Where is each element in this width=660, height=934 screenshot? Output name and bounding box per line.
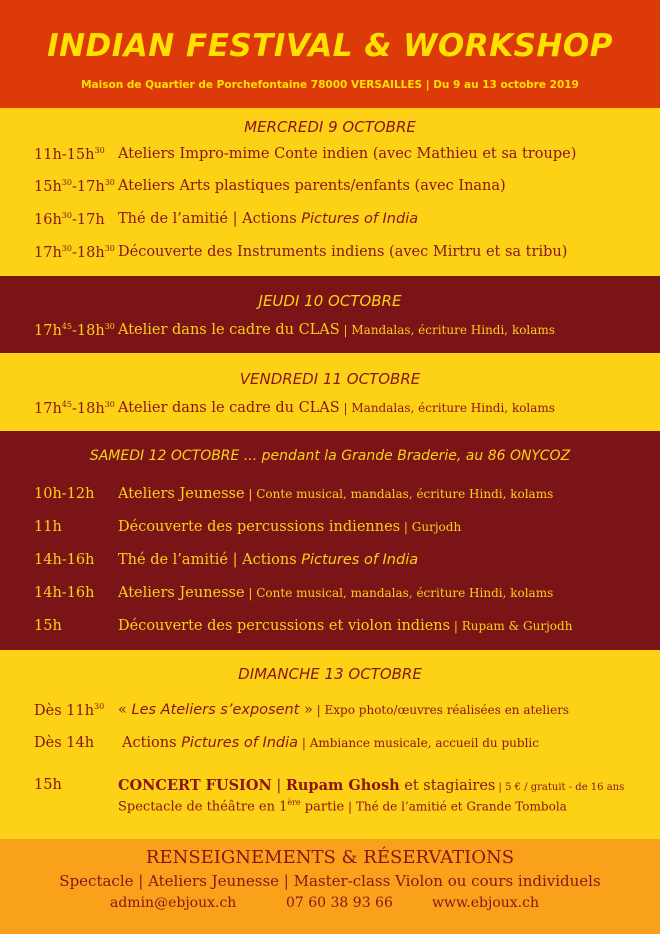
- footer-contacts: [0, 895, 660, 917]
- poster-title: INDIAN FESTIVAL & WORKSHOP: [47, 28, 613, 64]
- schedule-row-concert: [0, 777, 660, 799]
- activity: Découverte des Instruments indiens (avec Mirtru et sa tribu): [118, 244, 568, 260]
- footer-services: Spectacle | Ateliers Jeunesse | Master-class Violon ou cours individuels: [59, 872, 601, 890]
- activity: Atelier dans le cadre du CLAS | Mandalas, écriture Hindi, kolams: [118, 400, 555, 416]
- schedule-row: [0, 322, 660, 344]
- day-section-wednesday: [0, 108, 660, 276]
- activity: Ateliers Jeunesse | Conte musical, mandalas, écriture Hindi, kolams: [118, 585, 554, 601]
- schedule-row: [0, 211, 660, 233]
- schedule-row: [0, 735, 660, 757]
- day-heading: DIMANCHE 13 OCTOBRE: [238, 665, 422, 683]
- time-slot: $16h^{30}-17h$: [34, 211, 105, 228]
- time-slot: $17h^{30}-18h^{30}$: [34, 244, 115, 261]
- day-heading: SAMEDI 12 OCTOBRE ... pendant la Grande Braderie, au 86 ONYCOZ: [89, 448, 571, 464]
- time-slot: 10h-12h: [34, 486, 95, 502]
- schedule-row: [0, 585, 660, 607]
- schedule-row: [0, 146, 660, 168]
- activity: Ateliers Arts plastiques parents/enfants (avec Inana): [118, 178, 506, 194]
- schedule-row: [0, 244, 660, 266]
- schedule-row: [0, 400, 660, 422]
- time-slot: 15h: [34, 618, 62, 634]
- schedule-row: [0, 178, 660, 200]
- time-slot: $15h^{30}-17h^{30}$: [34, 178, 115, 195]
- footer-heading: RENSEIGNEMENTS & RÉSERVATIONS: [145, 847, 515, 868]
- schedule-row: [0, 618, 660, 640]
- activity: CONCERT FUSION | Rupam Ghosh et stagiaires | 5 € / gratuit - de 16 ans: [118, 777, 625, 794]
- day-section-saturday: [0, 431, 660, 650]
- time-slot: Dès $11h^{30}$: [34, 702, 105, 719]
- activity: Spectacle de théâtre en 1ère partie | Thé de l’amitié et Grande Tombola: [118, 798, 567, 815]
- activity: Découverte des percussions indiennes | Gurjodh: [118, 519, 462, 535]
- activity: Ateliers Impro-mime Conte indien (avec Mathieu et sa troupe): [118, 146, 577, 162]
- website-link[interactable]: www.ebjoux.ch: [432, 895, 539, 911]
- activity: Thé de l’amitié | Actions Pictures of India: [118, 552, 419, 568]
- schedule-row-concert-detail: [0, 798, 660, 820]
- poster-subtitle: Maison de Quartier de Porchefontaine 78000 VERSAILLES | Du 9 au 13 octobre 2019: [81, 79, 579, 91]
- activity: Actions Pictures of India | Ambiance musicale, accueil du public: [122, 735, 539, 751]
- schedule-row: [0, 486, 660, 508]
- day-section-friday: [0, 353, 660, 431]
- activity: Atelier dans le cadre du CLAS | Mandalas, écriture Hindi, kolams: [118, 322, 555, 338]
- phone-number[interactable]: 07 60 38 93 66: [286, 895, 393, 911]
- time-slot: 15h: [34, 777, 62, 793]
- schedule-row: [0, 552, 660, 574]
- header-band: [0, 0, 660, 108]
- time-slot: 14h-16h: [34, 552, 95, 568]
- time-slot: $17h^{45}-18h^{30}$: [34, 400, 115, 417]
- time-slot: $11h-15h^{30}$: [34, 146, 105, 163]
- footer-band: [0, 839, 660, 934]
- time-slot: 14h-16h: [34, 585, 95, 601]
- schedule-row: [0, 702, 660, 724]
- day-heading: VENDREDI 11 OCTOBRE: [239, 370, 421, 388]
- time-slot: 11h: [34, 519, 62, 535]
- activity: Découverte des percussions et violon indiens | Rupam & Gurjodh: [118, 618, 573, 634]
- day-section-sunday: [0, 650, 660, 839]
- schedule-row: [0, 519, 660, 541]
- day-heading: JEUDI 10 OCTOBRE: [258, 292, 402, 310]
- activity: Thé de l’amitié | Actions Pictures of India: [118, 211, 419, 227]
- day-heading: MERCREDI 9 OCTOBRE: [244, 118, 416, 136]
- email-link[interactable]: admin@ebjoux.ch: [110, 895, 237, 911]
- activity: « Les Ateliers s’exposent » | Expo photo/œuvres réalisées en ateliers: [118, 702, 570, 718]
- time-slot: $17h^{45}-18h^{30}$: [34, 322, 115, 339]
- time-slot: Dès 14h: [34, 735, 95, 751]
- activity: Ateliers Jeunesse | Conte musical, mandalas, écriture Hindi, kolams: [118, 486, 554, 502]
- day-section-thursday: [0, 276, 660, 353]
